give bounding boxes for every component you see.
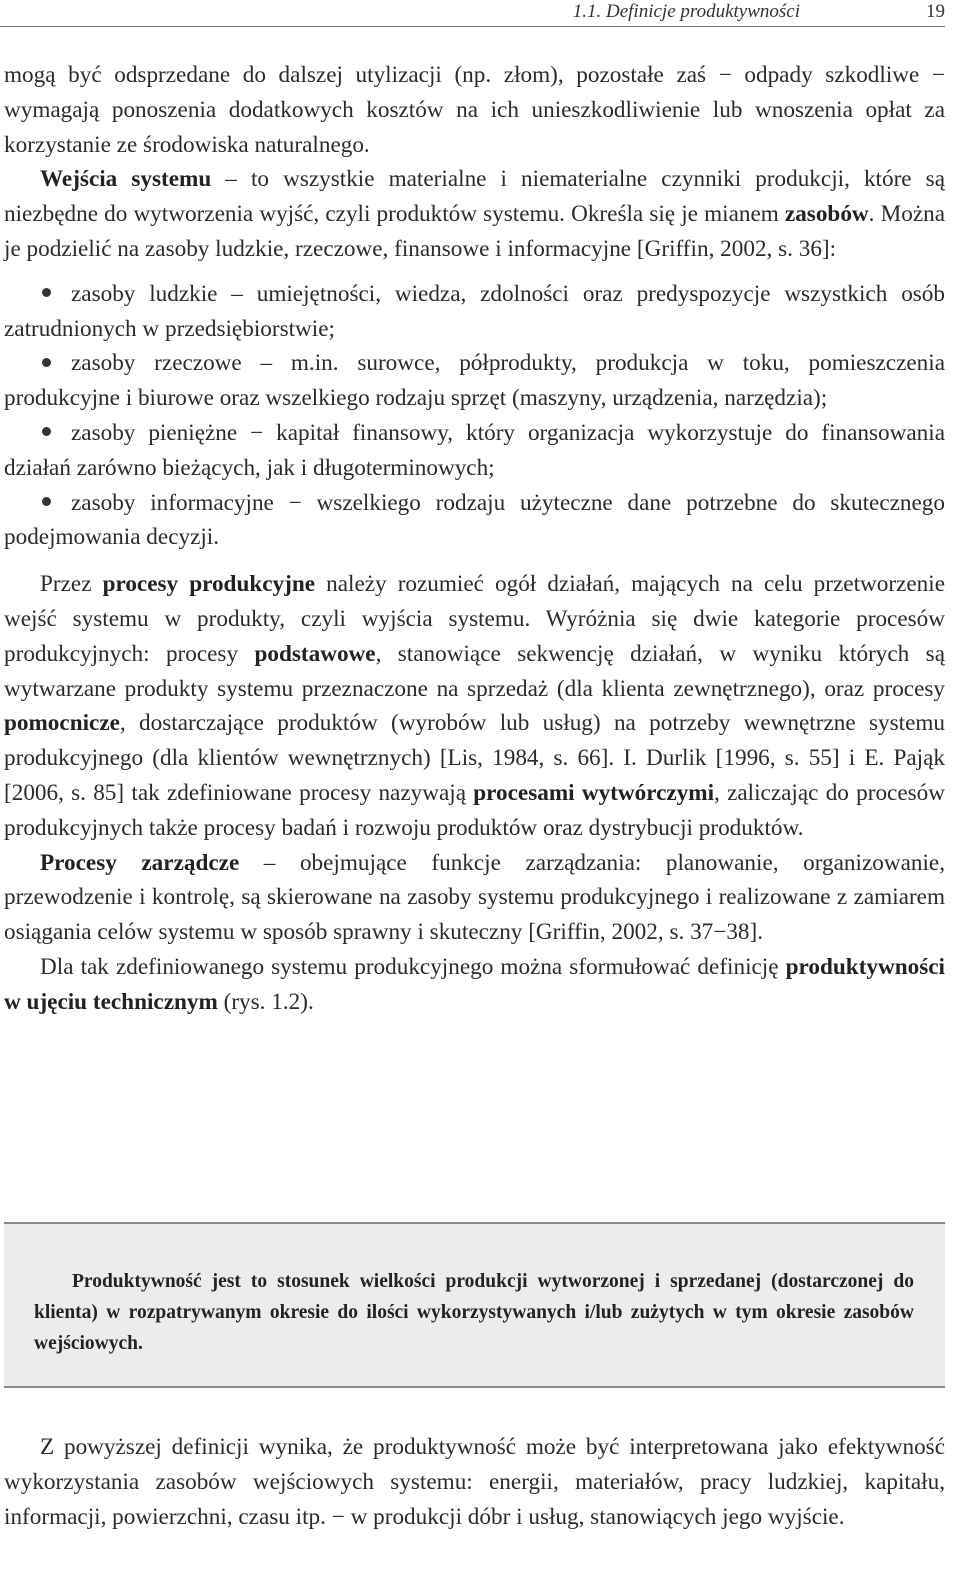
paragraph-inputs (4, 162, 945, 266)
text-run: , zaliczając do procesów produkcyjnych także procesy badań i rozwoju produktów oraz dystrybucji produktów. (4, 779, 945, 841)
text-run: , dostarczające produktów (wyrobów lub usług) na potrzeby wewnętrzne systemu produkcyjnego (dla klientów wewnętrznych) [Lis, 1984, s. 66]. I. Durlik [1996, s. 55] i E. Pająk [2006, s. 85] tak zdefiniowane procesy nazywają (4, 710, 945, 806)
bullet-item (4, 346, 945, 416)
bullet-item (4, 416, 945, 486)
term-production-processes: procesy produkcyjne (102, 571, 316, 598)
paragraph-processes (4, 567, 945, 845)
bullet-item (4, 277, 945, 347)
paragraph-definition-intro (4, 950, 945, 1020)
page-number: 19 (926, 1, 945, 22)
text-run: , stanowiące sekwencję działań, w wyniku których są wytwarzane produkty systemu przeznaczone na sprzedaż (dla klienta zewnętrznego), oraz procesy (4, 640, 945, 702)
text-run: (rys. 1.2). (217, 988, 314, 1015)
text-run: Przez (40, 571, 103, 598)
bullet-item (4, 486, 945, 556)
term-inputs: Wejścia systemu (40, 166, 212, 193)
paragraph-inputs-text-2: . Można je podzielić na zasoby ludzkie, rzeczowe, finansowe i informacyjne [Griffin, 2002, s. 36]: (4, 201, 945, 262)
running-header (0, 0, 945, 26)
bullet-icon (42, 497, 51, 506)
bullet-text: zasoby ludzkie – umiejętności, wiedza, zdolności oraz predyspozycje wszystkich osób zatrudnionych w przedsiębiorstwie; (4, 280, 945, 342)
bullet-icon (42, 358, 51, 367)
term-basic: podstawowe (254, 640, 376, 667)
body-text (4, 58, 945, 1020)
text-run: – obejmujące funkcje zarządzania: planowanie, organizowanie, przewodzenie i kontrolę, są skierowane na zasoby systemu produkcyjnego i realizowane z zamiarem osiągania celów systemu w sposób sprawny i skuteczny [Griffin, 2002, s. 37−38]. (4, 849, 945, 946)
paragraph-management (4, 846, 945, 950)
term-resources: zasobów (784, 201, 869, 228)
definition-text: Produktywność jest to stosunek wielkości produkcji wytworzonej i sprzedanej (dostarczonej do klienta) w rozpatrywanym okresie do ilości wykorzystywanych i/lub zużytych w tym okresie zasobów wejściowych. (34, 1271, 914, 1354)
text-run: Dla tak zdefiniowanego systemu produkcyjnego można sformułować definicję (40, 953, 786, 980)
bullet-text: zasoby informacyjne − wszelkiego rodzaju użyteczne dane potrzebne do skutecznego podejmowania decyzji. (4, 489, 945, 551)
header-rule (0, 26, 945, 27)
term-management-processes: Procesy zarządcze (40, 849, 240, 876)
bullet-text: zasoby rzeczowe – m.in. surowce, półprodukty, produkcja w toku, pomieszczenia produkcyjne i biurowe oraz wszelkiego rodzaju sprzęt (maszyny, urządzenia, narzędzia); (4, 350, 945, 412)
definition-box (4, 1222, 945, 1388)
closing-text (4, 1430, 945, 1534)
paragraph-inputs-text: – to wszystkie materialne i niematerialne czynniki produkcji, które są niezbędne do wytworzenia wyjść, czyli produktów systemu. Określa się je mianem (4, 166, 945, 228)
header-section-title: 1.1. Definicje produktywności (572, 1, 800, 22)
bullet-icon (42, 427, 51, 436)
bullet-icon (42, 288, 51, 297)
text-run: należy rozumieć ogół działań, mających na celu przetworzenie wejść systemu w produkty, czyli wyjścia systemu. Wyróżnia się dwie kategorie procesów produkcyjnych: procesy (4, 571, 945, 667)
bullet-text: zasoby pieniężne − kapitał finansowy, który organizacja wykorzystuje do finansowania działań zarówno bieżących, jak i długoterminowych; (4, 419, 945, 481)
paragraph-interpretation: Z powyższej definicji wynika, że produktywność może być interpretowana jako efektywność wykorzystania zasobów wejściowych systemu: energii, materiałów, pracy ludzkiej, kapitału, informacji, powierzchni, czasu itp. − w produkcji dóbr i usług, stanowiących jego wyjście. (4, 1434, 945, 1530)
term-technical-productivity: produktywności w ujęciu technicznym (4, 953, 945, 1015)
term-manufacturing-processes: procesami wytwórczymi (473, 779, 715, 806)
paragraph-continuation: mogą być odsprzedane do dalszej utylizacji (np. złom), pozostałe zaś − odpady szkodliwe − wymagają ponoszenia dodatkowych kosztów na ich unieszkodliwienie lub wnoszenia opłat za korzystanie ze środowiska naturalnego. (4, 62, 945, 158)
term-auxiliary: pomocnicze (4, 710, 120, 737)
